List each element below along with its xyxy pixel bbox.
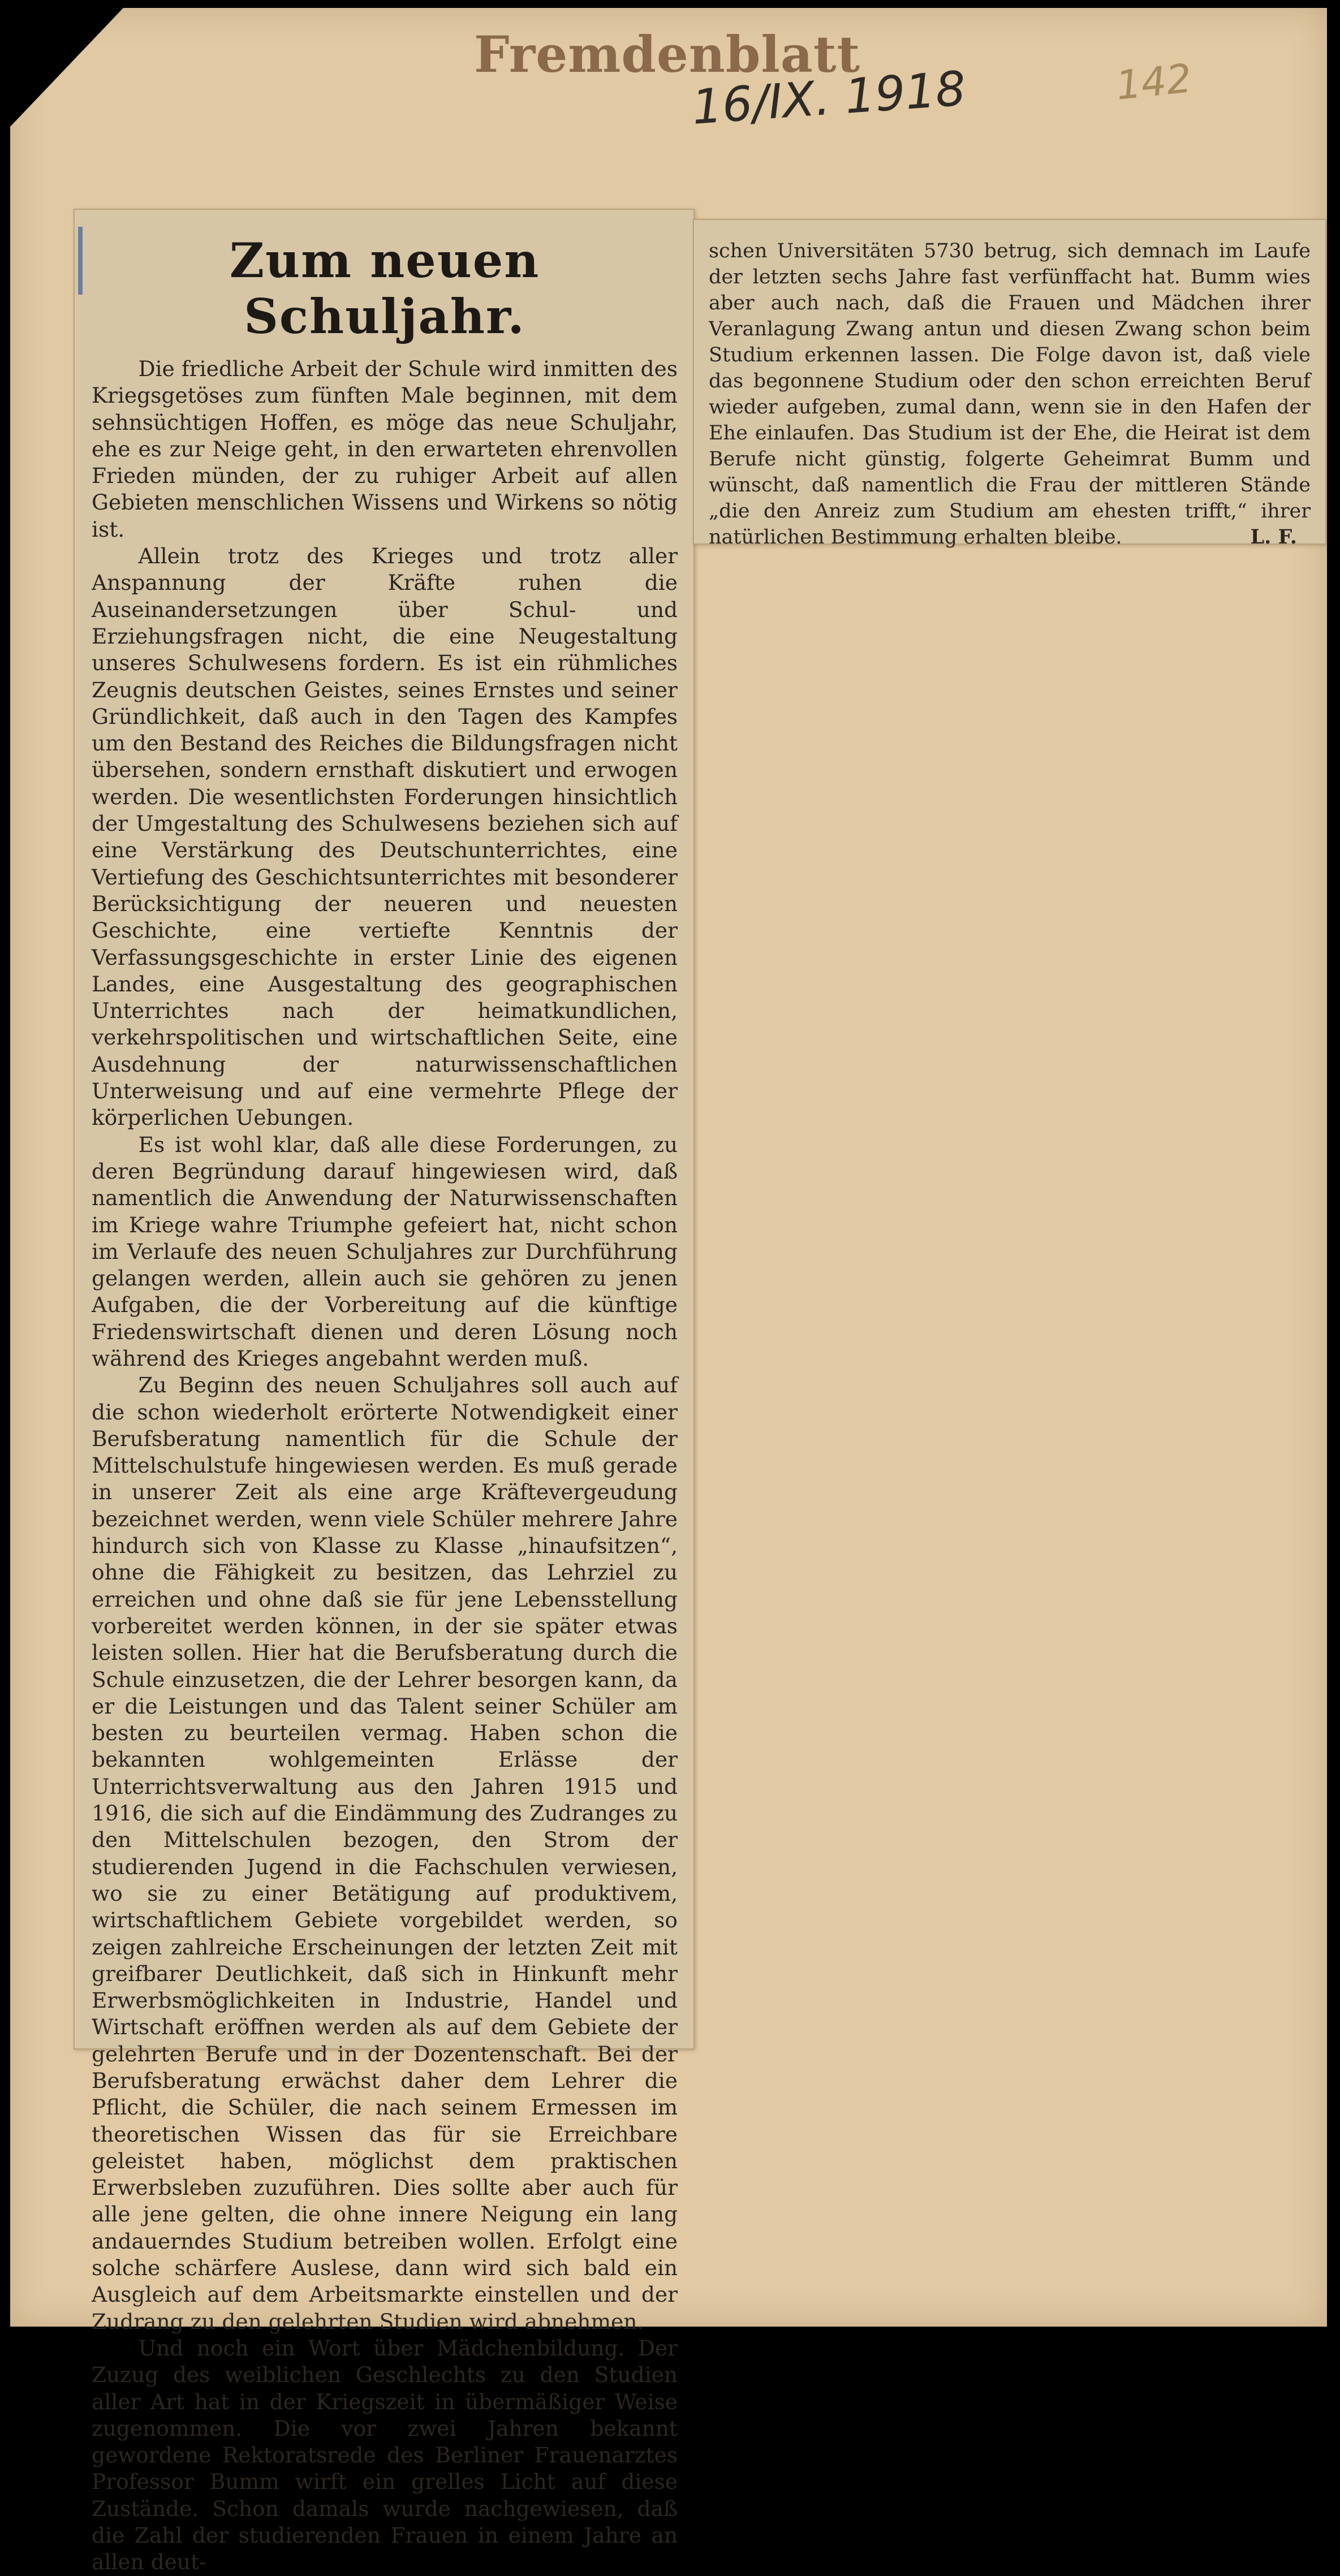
article-paragraph: Zu Beginn des neuen Schuljahres soll auch auf die schon wiederholt erörterte Notwendigkeit einer Berufsberatung namentlich für die Schule der Mittelschulstufe hingewiesen werden. Es muß gerade in unserer Zeit als eine arge Kräftevergeudung bezeichnet werden, wenn viele Schüler mehrere Jahre hindurch sich von Klasse zu Klasse „hinaufsitzen“, ohne die Fähigkeit zu besitzen, das Lehrziel zu erreichen und ohne daß sie für jene Lebensstellung vorbereitet werden können, in der sie später etwas leisten sollen. Hier hat die Berufsberatung durch die Schule einzusetzen, die der Lehrer besorgen kann, da er die Leistungen und das Talent seiner Schüler am besten zu beurteilen vermag. Haben schon die bekannten wohlgemeinten Erlässe der Unterrichtsverwaltung aus den Jahren 1915 und 1916, die sich auf die Eindämmung des Zudranges zu den Mittelschulen bezogen, den Strom der studierenden Jugend in die Fachschulen verwiesen, wo sie zu einer Betätigung auf produktivem, wirtschaftlichem Gebiete vorgebildet werden, so zeigen zahlreiche Erscheinungen der letzten Zeit mit greifbarer Deutlichkeit, daß sich in Hinkunft mehr Erwerbsmöglichkeiten in Industrie, Handel und Wirtschaft eröffnen werden als auf dem Gebiete der gelehrten Berufe und in der Dozentenschaft. Bei der Berufsberatung erwächst daher dem Lehrer die Pflicht, die Schüler, die nach seinem Ermessen im theoretischen Wissen das für sie Erreichbare geleistet haben, möglichst dem praktischen Erwerbsleben zuzuführen. Dies sollte aber auch für alle jene gelten, die ohne innere Neigung ein lang andauerndes Studium betreiben wollen. Erfolgt eine solche schärfere Auslese, dann wird sich bald ein Ausgleich auf dem Arbeitsmarkte einstellen und der Zudrang zu den gelehrten Studien wird abnehmen. <box>92 1373 678 2334</box>
article-paragraph: Die friedliche Arbeit der Schule wird inmitten des Kriegsgetöses zum fünften Male beginnen, mit dem sehnsüchtigen Hoffen, es möge das neue Schuljahr, ehe es zur Neige geht, in den erwarteten ehrenvollen Frieden münden, der zu ruhiger Arbeit auf allen Gebieten menschlichen Wissens und Wirkens so nötig ist. <box>92 356 678 542</box>
clipping-main-column <box>74 209 695 2575</box>
handwritten-date: 16/IX. 1918 <box>690 61 968 135</box>
article-paragraph: Und noch ein Wort über Mädchenbildung. Der Zuzug des weiblichen Geschlechts zu den Studien aller Art hat in der Kriegszeit in übermäßiger Weise zugenommen. Die vor zwei Jahren bekannt gewordene Rektoratsrede des Berliner Frauenarztes Professor Bumm wirft ein grelles Licht auf diese Zustände. Schon damals wurde nachgewiesen, daß die Zahl der studierenden Frauen in einem Jahre an allen deut- <box>92 2335 678 2575</box>
archive-sheet <box>10 8 1327 2575</box>
article-paragraph: Allein trotz des Krieges und trotz aller Anspannung der Kräfte ruhen die Auseinandersetzungen über Schul- und Erziehungsfragen nicht, die eine Neugestaltung unseres Schulwesens fordern. Es ist ein rühmliches Zeugnis deutschen Geistes, seines Ernstes und seiner Gründlichkeit, daß auch in den Tagen des Kampfes um den Bestand des Reiches die Bildungsfragen nicht übersehen, sondern ernsthaft diskutiert und erwogen werden. Die wesentlichsten Forderungen hinsichtlich der Umgestaltung des Schulwesens beziehen sich auf eine Verstärkung des Deutschunterrichtes, eine Vertiefung des Geschichtsunterrichtes mit besonderer Berücksichtigung der neueren und neuesten Geschichte, eine vertiefte Kenntnis der Verfassungsgeschichte in erster Linie des eigenen Landes, eine Ausgestaltung des geographischen Unterrichtes nach der heimatkundlichen, verkehrspolitischen und wirtschaftlichen Seite, eine Ausdehnung der naturwissenschaftlichen Unterweisung und auf eine vermehrte Pflege der körperlichen Uebungen. <box>92 543 678 1130</box>
margin-pencil-mark <box>78 227 83 295</box>
author-signature: L. F. <box>1250 525 1297 549</box>
article-paragraph: Es ist wohl klar, daß alle diese Forderungen, zu deren Begründung darauf hingewiesen wird, daß namentlich die Anwendung der Naturwissenschaften im Kriege wahre Triumphe gefeiert hat, nicht schon im Verlaufe des neuen Schuljahres zur Durchführung gelangen werden, allein auch sie gehören zu jenen Aufgaben, die der Vorbereitung auf die künftige Friedenswirtschaft dienen und deren Lösung noch während des Krieges angebahnt werden muß. <box>92 1132 678 1371</box>
article-title: Zum neuen Schuljahr. <box>229 232 540 344</box>
archive-number: 142 <box>1114 55 1194 109</box>
clipping-continuation-column <box>693 219 1326 549</box>
newspaper-source-stamp: Fremdenblatt <box>474 25 861 84</box>
article-continuation: schen Universitäten 5730 betrug, sich demnach im Laufe der letzten sechs Jahre fast verfünffacht hat. Bumm wies aber auch nach, daß die Frauen und Mädchen ihrer Veranlagung Zwang antun und diesen Zwang schon beim Studium erkennen lassen. Die Folge davon ist, daß viele das begonnene Studium oder den schon erreichten Beruf wieder aufgeben, zumal dann, wenn sie in den Hafen der Ehe einlaufen. Das Studium ist der Ehe, die Heirat ist dem Berufe nicht günstig, folgerte Geheimrat Bumm und wünscht, daß namentlich die Frau der mittleren Stände „die den Anreiz zum Studium am ehesten trifft,“ ihrer natürlichen Bestimmung erhalten bleibe. <box>709 240 1311 549</box>
torn-corner <box>10 8 123 127</box>
